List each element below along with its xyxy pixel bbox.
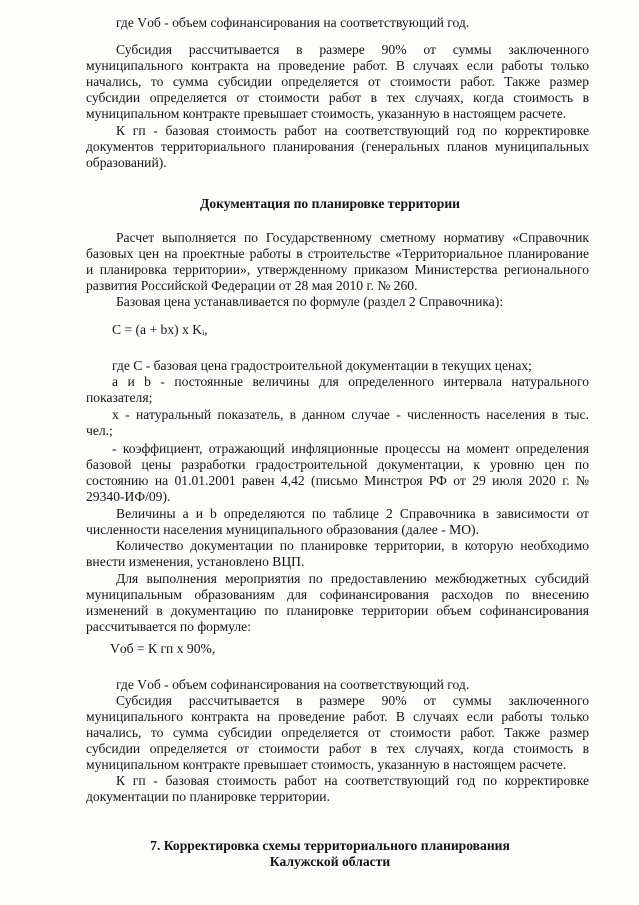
cofinancing-paragraph-line-2: муниципальным образованиям для софинансирования расходов по внесению (86, 587, 589, 602)
base-cost-paragraph-line-1: К гп - базовая стоимость работ на соответствующий год по корректировке (116, 123, 589, 138)
subsidy2-paragraph-line-5: муниципальном контракте превышает стоимость, указанную в настоящем расчете. (86, 757, 567, 772)
definition-c: где С - базовая цена градостроительной документации в текущих ценах; (112, 358, 532, 373)
definition-k-line-4: 29340-ИФ/09). (86, 489, 171, 504)
subsidy-paragraph-line-4: субсидии определяется от стоимости работ в тех случаях, когда стоимость в (86, 90, 589, 105)
definition-x-line-2: чел.; (86, 423, 113, 438)
vob-definition-line-2: где Vоб - объем софинансирования на соответствующий год. (116, 677, 470, 692)
section-7-heading-line-2: Калужской области (269, 854, 391, 869)
base-cost2-paragraph-line-2: документации по планировке территории. (86, 789, 330, 804)
definition-k-line-1: - коэффициент, отражающий инфляционные процессы на момент определения (112, 441, 589, 456)
cofinancing-formula: Vоб = К гп х 90%, (110, 641, 216, 656)
section-7-heading-line-1: 7. Корректировка схемы территориального планирования (150, 838, 510, 853)
base-cost2-paragraph-line-1: К гп - базовая стоимость работ на соответствующий год по корректировке (116, 773, 589, 788)
base-price-formula-intro: Базовая цена устанавливается по формуле (раздел 2 Справочника): (116, 294, 504, 309)
doc-count-line-2: внести изменения, установлено ВЦП. (86, 554, 305, 569)
calc-paragraph-line-1: Расчет выполняется по Государственному сметному нормативу «Справочник (116, 230, 589, 245)
calc-paragraph-line-2: базовых цен на проектные работы в строительстве «Территориальное планирование (86, 246, 589, 261)
subsidy2-paragraph-line-4: субсидии определяется от стоимости работ в тех случаях, когда стоимость в (86, 741, 589, 756)
vob-definition-line: где Vоб - объем софинансирования на соответствующий год. (116, 15, 470, 30)
subsidy2-paragraph-line-2: муниципального контракта на проведение работ. В случаях если работы только (86, 709, 589, 724)
cofinancing-paragraph-line-1: Для выполнения мероприятия по предоставлению межбюджетных субсидий (116, 571, 589, 586)
base-price-formula: С = (а + bх) х Kᵢ, (112, 322, 208, 337)
values-a-b-line-2: численности населения муниципального образования (далее - МО). (86, 522, 479, 537)
definition-a-b-line-1: а и b - постоянные величины для определенного интервала натурального (112, 374, 589, 389)
subsidy-paragraph-line-1: Субсидия рассчитывается в размере 90% от суммы заключенного (116, 42, 589, 57)
base-cost-paragraph-line-2: документов территориального планирования (генеральных планов муниципальных (86, 139, 589, 154)
values-a-b-line-1: Величины а и b определяются по таблице 2 Справочника в зависимости от (116, 506, 589, 521)
definition-k-line-3: состоянию на 01.01.2001 равен 4,42 (письмо Минстроя РФ от 29 июля 2020 г. № (86, 473, 589, 488)
subsidy-paragraph-line-2: муниципального контракта на проведение работ. В случаях если работы только (86, 58, 589, 73)
subsidy2-paragraph-line-1: Субсидия рассчитывается в размере 90% от суммы заключенного (116, 693, 589, 708)
definition-a-b-line-2: показателя; (86, 390, 153, 405)
subsidy-paragraph-line-3: начались, то сумма субсидии определяется от стоимости работ. Также размер (86, 74, 589, 89)
calc-paragraph-line-3: и планировка территории», утвержденному приказом Министерства регионального (86, 262, 589, 277)
doc-count-line-1: Количество документации по планировке территории, в которую необходимо (116, 538, 589, 553)
definition-k-line-2: базовой цены разработки градостроительной документации, к уровню цен по (86, 457, 589, 472)
subsidy2-paragraph-line-3: начались, то сумма субсидии определяется от стоимости работ. Также размер (86, 725, 589, 740)
calc-paragraph-line-4: развития Российской Федерации от 28 мая 2010 г. № 260. (86, 278, 418, 293)
section-heading-planning-documentation: Документация по планировке территории (199, 196, 460, 211)
cofinancing-paragraph-line-4: рассчитывается по формуле: (86, 619, 251, 634)
cofinancing-paragraph-line-3: изменений в документацию по планировке территории объем софинансирования (86, 603, 589, 618)
base-cost-paragraph-line-3: образований). (86, 155, 167, 170)
subsidy-paragraph-line-5: муниципальном контракте превышает стоимость, указанную в настоящем расчете. (86, 106, 567, 121)
definition-x-line-1: х - натуральный показатель, в данном случае - численность населения в тыс. (112, 407, 589, 422)
